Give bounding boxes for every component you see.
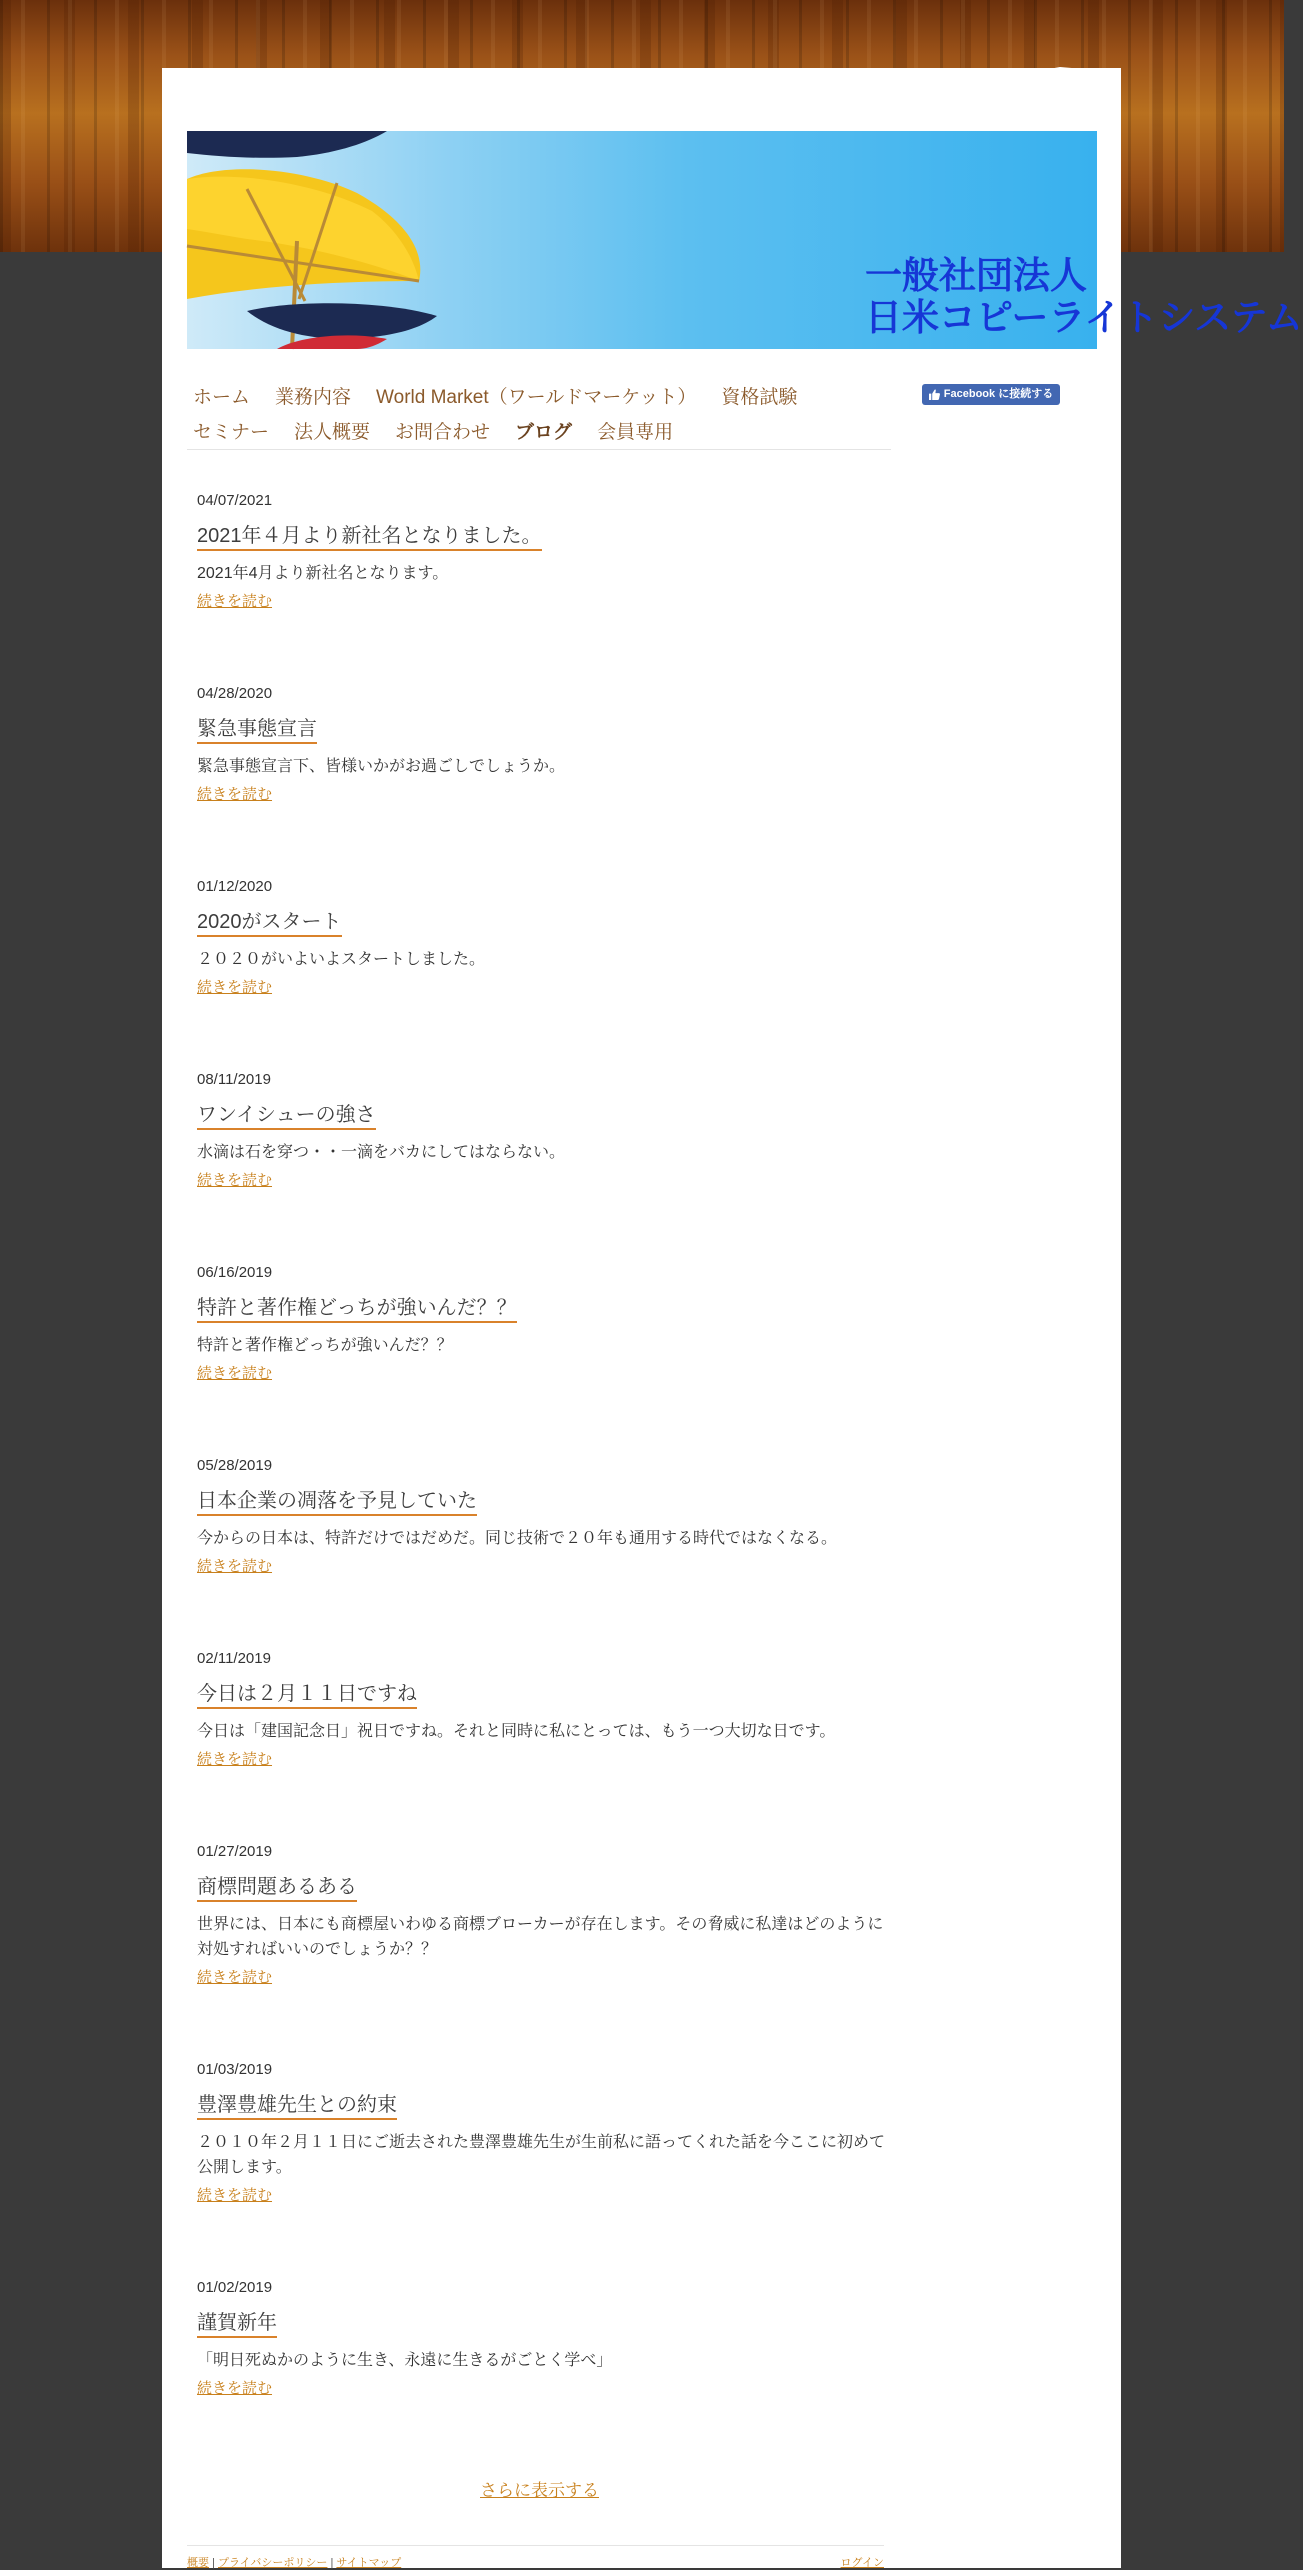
header-banner (187, 131, 1303, 349)
footer (187, 2545, 884, 2569)
blog-post (197, 685, 887, 804)
footer-separator: | (212, 2557, 215, 2569)
post-title-link[interactable]: 緊急事態宣言 (197, 716, 317, 744)
nav-item-contact[interactable]: お問合わせ (395, 422, 491, 443)
nav-item-certification-exam[interactable]: 資格試験 (721, 387, 798, 408)
post-excerpt: 特許と著作権どっちが強いんだ？？ (197, 1337, 453, 1354)
post-date: 06/16/2019 (197, 1264, 273, 1281)
post-title-link[interactable]: 2021年４月より新社名となりました。 (197, 523, 542, 551)
nav-item-services[interactable]: 業務内容 (275, 387, 352, 408)
nav-row-2 (193, 420, 698, 446)
post-title-link[interactable]: 商標問題あるある (197, 1874, 357, 1902)
post-excerpt: 水滴は石を穿つ・・一滴をバカにしてはならない。 (197, 1144, 566, 1161)
read-more-link[interactable]: 続きを読む (197, 1751, 273, 1768)
read-more-link[interactable]: 続きを読む (197, 593, 273, 610)
blog-post (197, 1650, 887, 1769)
post-excerpt: 2021年4月より新社名となります。 (197, 565, 449, 582)
read-more-link[interactable]: 続きを読む (197, 1969, 273, 1986)
footer-link-overview[interactable]: 概要 (187, 2557, 209, 2569)
post-date: 01/12/2020 (197, 878, 273, 895)
post-title-link[interactable]: 今日は２月１１日ですね (197, 1681, 417, 1709)
post-date: 01/03/2019 (197, 2061, 273, 2078)
blog-post (197, 1843, 887, 1987)
post-excerpt: 世界には、日本にも商標屋いわゆる商標ブローカーが存在します。その脅威に私達はどのように対処すればいいのでしょうか？？ (197, 1916, 884, 1958)
post-title-link[interactable]: 2020がスタート (197, 909, 342, 937)
post-date: 02/11/2019 (197, 1650, 271, 1667)
blog-post (197, 1457, 887, 1576)
facebook-connect-button[interactable] (922, 384, 1060, 405)
post-title-link[interactable]: 日本企業の凋落を予見していた (197, 1488, 477, 1516)
footer-separator: | (330, 2557, 334, 2569)
facebook-connect-label: Facebook に接続する (943, 388, 1054, 400)
post-excerpt: ２０１０年２月１１日にご逝去された豊澤豊雄先生が生前私に語ってくれた話を今ここに初めて公開します。 (197, 2134, 886, 2176)
show-more-link[interactable]: さらに表示する (480, 2481, 599, 2500)
blog-post (197, 878, 887, 997)
post-date: 01/27/2019 (197, 1843, 273, 1860)
nav-row-1 (193, 385, 822, 411)
blog-post (197, 2061, 887, 2205)
main-nav (187, 375, 891, 450)
post-title-link[interactable]: 特許と著作権どっちが強いんだ？？ (197, 1295, 517, 1323)
nav-item-seminar[interactable]: セミナー (193, 422, 270, 443)
read-more-link[interactable]: 続きを読む (197, 1365, 273, 1382)
site-title: 一般社団法人 日米コピーライトシステム (865, 255, 1303, 338)
nav-item-world-market[interactable]: World Market（ワールドマーケット） (376, 387, 697, 408)
read-more-link[interactable]: 続きを読む (197, 2187, 273, 2204)
blog-post (197, 1264, 887, 1383)
nav-item-blog[interactable]: ブログ (515, 422, 573, 443)
post-title-link[interactable]: ワンイシューの強さ (197, 1102, 376, 1130)
thumbs-up-icon (929, 389, 940, 400)
read-more-link[interactable]: 続きを読む (197, 786, 273, 803)
read-more-link[interactable]: 続きを読む (197, 1172, 273, 1189)
footer-login-link[interactable]: ログイン (840, 2557, 884, 2569)
blog-post (197, 2279, 887, 2398)
footer-link-privacy-policy[interactable]: プライバシーポリシー (217, 2557, 328, 2569)
read-more-link[interactable]: 続きを読む (197, 2380, 273, 2397)
post-title-link[interactable]: 豊澤豊雄先生との約束 (197, 2092, 397, 2120)
post-title-link[interactable]: 謹賀新年 (197, 2310, 277, 2338)
post-excerpt: 今からの日本は、特許だけではだめだ。同じ技術で２０年も通用する時代ではなくなる。 (197, 1530, 838, 1547)
post-date: 08/11/2019 (197, 1071, 271, 1088)
post-excerpt: 「明日死ぬかのように生き、永遠に生きるがごとく学べ」 (197, 2352, 613, 2369)
post-date: 01/02/2019 (197, 2279, 273, 2296)
post-date: 04/07/2021 (197, 492, 273, 509)
post-date: 05/28/2019 (197, 1457, 273, 1474)
footer-link-sitemap[interactable]: サイトマップ (336, 2557, 402, 2569)
post-excerpt: ２０２０がいよいよスタートしました。 (197, 951, 486, 968)
blog-post (197, 1071, 887, 1190)
nav-item-members[interactable]: 会員専用 (597, 422, 674, 443)
nav-item-home[interactable]: ホーム (193, 387, 251, 408)
read-more-link[interactable]: 続きを読む (197, 979, 273, 996)
read-more-link[interactable]: 続きを読む (197, 1558, 273, 1575)
post-date: 04/28/2020 (197, 685, 273, 702)
post-excerpt: 緊急事態宣言下、皆様いかがお過ごしでしょうか。 (197, 758, 566, 775)
blog-post (197, 492, 887, 611)
footer-links (187, 2554, 401, 2570)
nav-item-about[interactable]: 法人概要 (294, 422, 371, 443)
post-excerpt: 今日は「建国記念日」祝日ですね。それと同時に私にとっては、もう一つ大切な日です。 (197, 1723, 836, 1740)
